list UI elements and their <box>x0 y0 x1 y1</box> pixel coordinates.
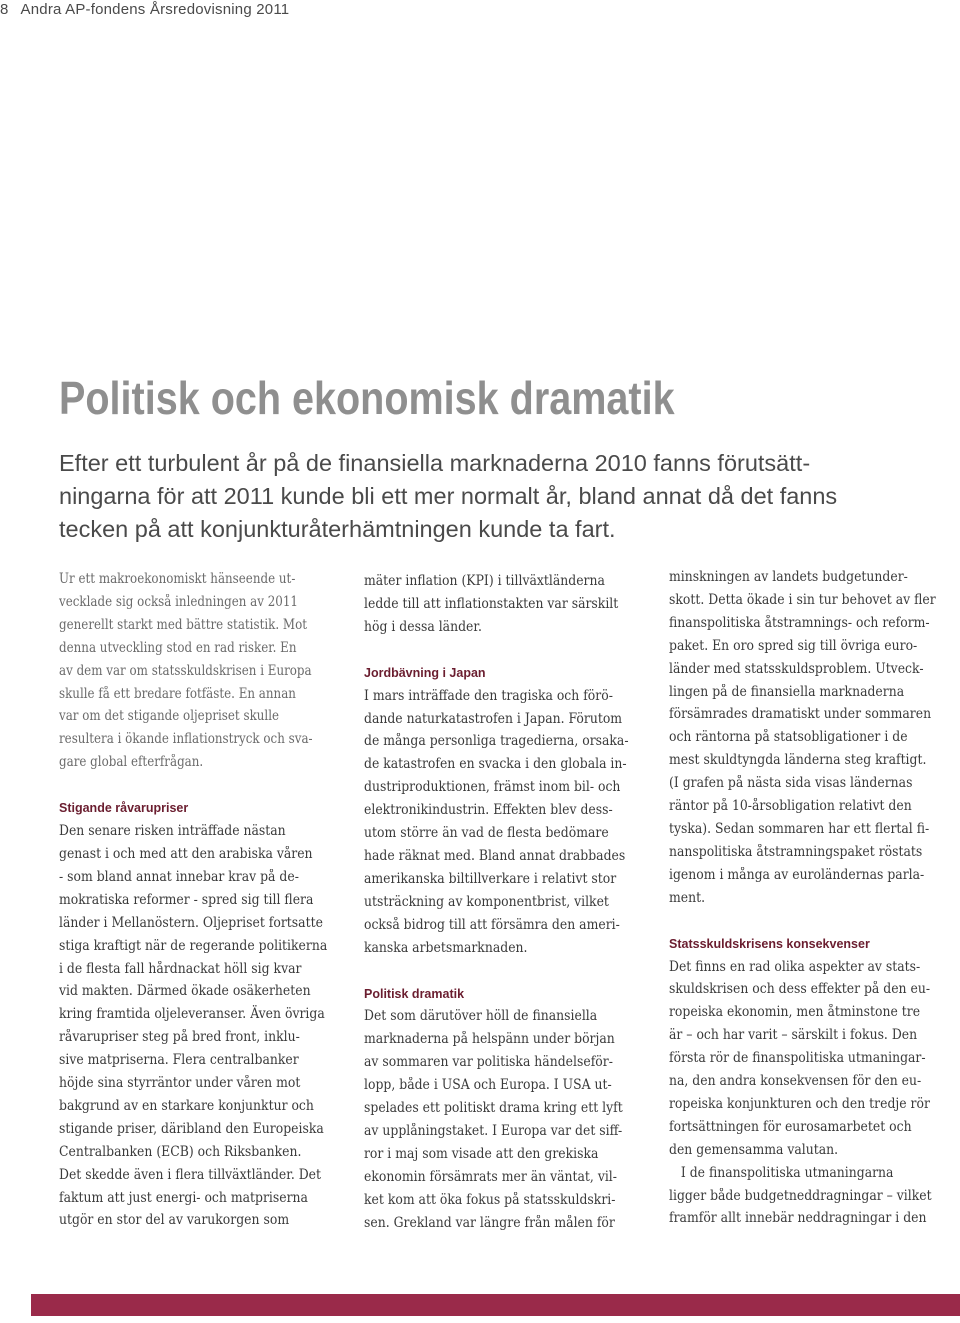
lead-line: tecken på att konjunkturåterhämtningen kunde ta fart. <box>59 516 616 542</box>
text-line: vecklade sig också inledningen av 2011 <box>59 593 298 610</box>
text-line: var om det stigande oljepriset skulle <box>59 708 280 725</box>
text-line: i de flesta fall hårdnackat höll sig kvar <box>59 960 302 977</box>
text-line: nanspolitiska åtstramningspaket röstats <box>669 843 923 860</box>
text-line: Centralbanken (ECB) och Riksbanken. <box>59 1143 302 1160</box>
text-line: också bidrog till att försämra den ameri- <box>364 916 620 933</box>
text-line: Ur ett makroekonomiskt hänseende ut- <box>59 571 296 587</box>
section-heading: Stigande råvarupriser <box>59 801 189 816</box>
text-line: sen. Grekland var längre från målen för <box>364 1214 615 1231</box>
text-line: Den senare risken inträffade nästan <box>59 823 286 840</box>
text-line: minskningen av landets budgetunder- <box>669 569 908 585</box>
page-header <box>0 0 289 20</box>
text-line: elektronikindustrin. Effekten blev dess- <box>364 802 613 819</box>
text-line: paket. En oro spred sig till övriga euro- <box>669 637 918 654</box>
text-line: ket kom att öka fokus på statsskuldskri- <box>364 1191 616 1208</box>
intro-paragraph <box>59 568 344 774</box>
text-line: de katastrofen en svacka i den globala in- <box>364 756 627 773</box>
text-line: stigande priser, däribland den Europeiska <box>59 1120 324 1137</box>
footer-accent-bar <box>31 1294 960 1316</box>
text-line: amerikanska biltillverkare i relativt stor <box>364 870 617 887</box>
body-paragraph <box>669 956 960 1231</box>
lead-line: Efter ett turbulent år på de finansiella marknaderna 2010 fanns förutsätt- <box>59 450 811 476</box>
section-heading: Jordbävning i Japan <box>364 665 486 680</box>
text-line: faktum att just energi- och matpriserna <box>59 1189 308 1206</box>
lead-paragraph <box>59 447 959 546</box>
text-line: utgör en stor del av varukorgen som <box>59 1212 290 1229</box>
text-line: skuldskrisen och dess effekter på den eu- <box>669 981 931 998</box>
body-paragraph <box>364 685 649 960</box>
text-line: genast i och med att den arabiska våren <box>59 845 313 862</box>
text-line: räntor på 10-årsobligation relativt den <box>669 798 912 815</box>
text-line: av upplåningstaket. I Europa var det siff- <box>364 1122 623 1139</box>
text-line: mäter inflation (KPI) i tillväxtländerna <box>364 573 605 589</box>
column-1 <box>59 568 344 1232</box>
text-line: sive matpriserna. Flera centralbanker <box>59 1052 299 1069</box>
text-line: vid makten. Därmed ökade osäkerheten <box>59 983 311 1000</box>
text-line: de många personliga tragedierna, orsaka- <box>364 733 629 750</box>
text-line: I mars inträffade den tragiska och förö- <box>364 687 613 704</box>
text-line: generellt starkt med bättre statistik. Mot <box>59 616 307 633</box>
text-line: den gemensamma valutan. <box>669 1141 839 1158</box>
text-line: I de finanspolitiska utmaningarna <box>669 1164 894 1181</box>
text-line: länder i Mellanöstern. Oljepriset fortsatte <box>59 914 323 931</box>
text-line: ekonomin försämrats mer än väntat, vil- <box>364 1168 617 1185</box>
text-line: na, den andra konsekvensen för den eu- <box>669 1073 922 1090</box>
text-line: utsträckning av komponentbrist, vilket <box>364 893 609 910</box>
text-line: är – och har varit – särskilt i fokus. Den <box>669 1027 918 1044</box>
text-line: mest skuldtyngda länderna steg kraftigt. <box>669 752 927 769</box>
page-number: 8 <box>0 1 9 18</box>
text-line: fortsättningen för eurosamarbetet och <box>669 1118 912 1135</box>
text-line: råvarupriser steg på bred front, inklu- <box>59 1029 300 1046</box>
text-line: ligger både budgetneddragningar – vilket <box>669 1187 932 1204</box>
body-paragraph <box>59 820 344 1232</box>
report-title: Andra AP-fondens Årsredovisning 2011 <box>20 1 290 18</box>
text-line: ropeiska ekonomin, men åtminstone tre <box>669 1004 921 1021</box>
text-line: stiga kraftigt när de regerande politikerna <box>59 937 328 954</box>
text-line: kring framtida oljeleveranser. Även övriga <box>59 1006 325 1023</box>
text-line: ledde till att inflationstakten var särskilt <box>364 595 619 612</box>
text-line: hade räknat med. Bland annat drabbades <box>364 847 626 864</box>
text-line: utom större än vad de flesta bedömare <box>364 825 609 842</box>
text-line: (I grafen på nästa sida visas ländernas <box>669 775 913 792</box>
text-line: denna utveckling stod en rad risker. En <box>59 639 297 656</box>
text-line: mokratiska reformer - spred sig till flera <box>59 891 314 908</box>
lead-line: ningarna för att 2011 kunde bli ett mer normalt år, bland annat då det fanns <box>59 483 838 509</box>
text-line: spelades ett politiskt drama kring ett lyft <box>364 1100 623 1117</box>
body-paragraph <box>364 1005 649 1234</box>
text-line: bakgrund av en starkare konjunktur och <box>59 1097 314 1114</box>
text-line: Det finns en rad olika aspekter av stats- <box>669 958 921 975</box>
text-line: marknaderna på helspänn under början <box>364 1031 615 1048</box>
text-line: Det som därutöver höll de finansiella <box>364 1008 598 1025</box>
text-line: skulle få ett bredare fotfäste. En annan <box>59 685 296 702</box>
column-2 <box>364 570 649 1234</box>
text-line: dande naturkatastrofen i Japan. Förutom <box>364 710 623 727</box>
text-line: ment. <box>669 889 706 906</box>
text-line: hög i dessa länder. <box>364 618 482 635</box>
text-line: lingen på de finansiella marknaderna <box>669 683 905 700</box>
section-heading: Statsskuldskrisens konsekvenser <box>669 936 870 951</box>
section-heading: Politisk dramatik <box>364 986 465 1001</box>
text-line: kanska arbetsmarknaden. <box>364 939 528 956</box>
text-line: framför allt innebär neddragningar i den <box>669 1210 927 1227</box>
text-line: och räntorna på statsobligationer i de <box>669 729 908 746</box>
text-line: tyska). Sedan sommaren har ett flertal fi- <box>669 820 930 837</box>
text-line: gare global efterfrågan. <box>59 754 204 771</box>
text-line: Det skedde även i flera tillväxtländer. Det <box>59 1166 322 1183</box>
text-line: resultera i ökande inflationstryck och sva- <box>59 731 313 748</box>
text-line: länder med statsskuldsproblem. Utveck- <box>669 660 924 677</box>
column-3 <box>669 566 960 1230</box>
intro-paragraph <box>364 570 649 639</box>
text-line: ropeiska konjunkturen och den tredje rör <box>669 1095 930 1112</box>
text-line: finanspolitiska åtstramnings- och reform- <box>669 614 930 631</box>
text-line: igenom i många av euroländernas parla- <box>669 866 925 883</box>
text-line: av dem var om statsskuldskrisen i Europa <box>59 662 312 679</box>
text-line: - som bland annat innebar krav på de- <box>59 868 299 885</box>
page-title: Politisk och ekonomisk dramatik <box>59 372 675 424</box>
text-line: skott. Detta ökade i sin tur behovet av fler <box>669 591 936 608</box>
intro-paragraph <box>669 566 960 910</box>
text-line: dustriproduktionen, främst inom bil- och <box>364 779 621 796</box>
text-line: försämrades dramatiskt under sommaren <box>669 706 932 723</box>
text-line: höjde sina styrräntor under våren mot <box>59 1075 301 1092</box>
text-line: ror i maj som visade att den grekiska <box>364 1145 599 1162</box>
text-line: första rör de finanspolitiska utmaningar- <box>669 1050 926 1067</box>
text-line: av sommaren var politiska händelseför- <box>364 1054 613 1071</box>
text-line: lopp, både i USA och Europa. I USA ut- <box>364 1077 612 1094</box>
